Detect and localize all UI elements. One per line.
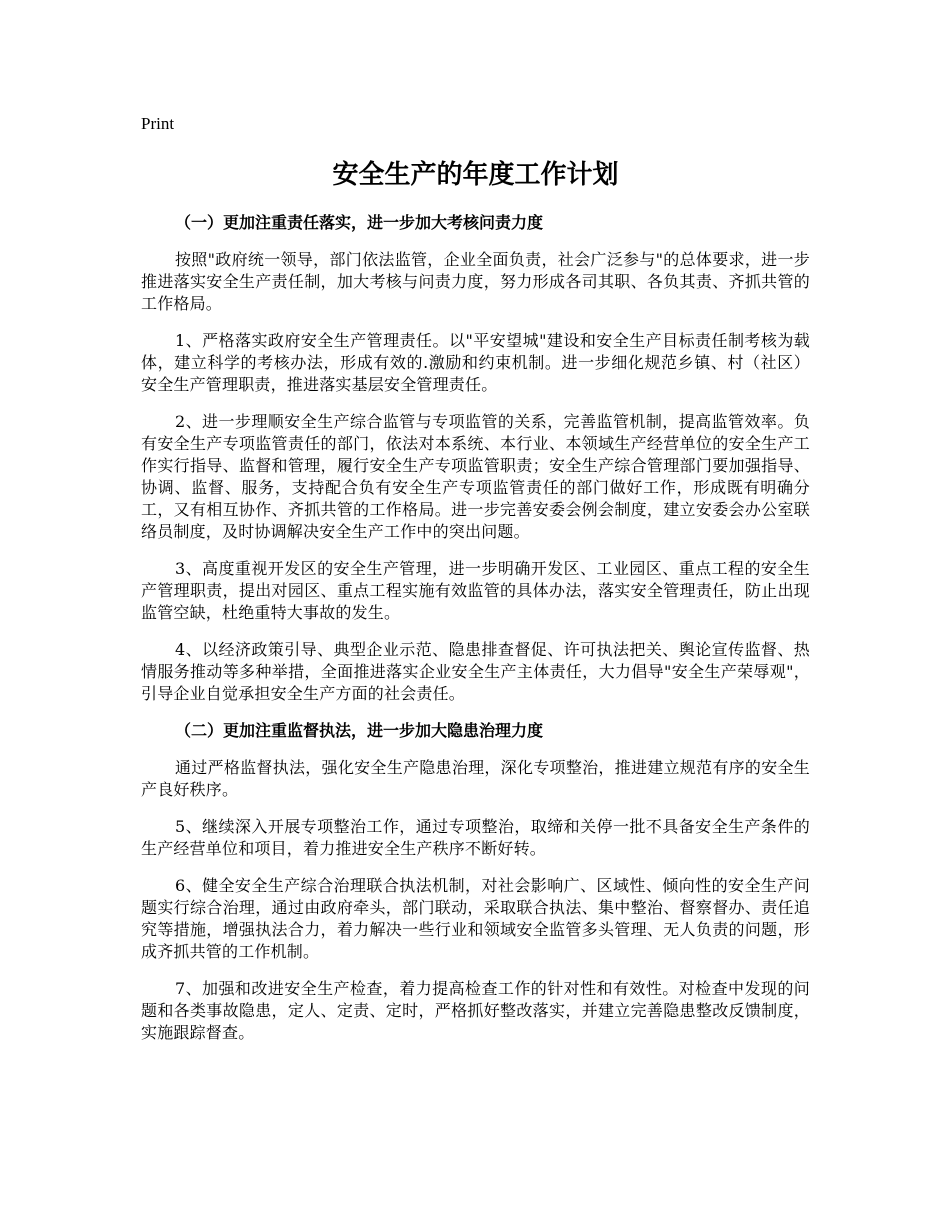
- document-body: [141, 212, 810, 1059]
- document-title: 安全生产的年度工作计划: [332, 160, 619, 190]
- paragraph: 按照"政府统一领导，部门依法监管，企业全面负责，社会广泛参与"的总体要求，进一步推进落实安全生产责任制，加大考核与问责力度，努力形成各司其职、各负其责、齐抓共管的工作格局。: [141, 250, 810, 313]
- section-2: [141, 720, 810, 1044]
- section-heading: （一）更加注重责任落实，进一步加大考核问责力度: [175, 213, 544, 232]
- paragraph: 通过严格监督执法，强化安全生产隐患治理，深化专项整治，推进建立规范有序的安全生产良好秩序。: [141, 758, 810, 799]
- paragraph: 4、以经济政策引导、典型企业示范、隐患排查督促、许可执法把关、舆论宣传监督、热情服务推动等多种举措，全面推进落实企业安全生产主体责任，大力倡导"安全生产荣辱观"，引导企业自觉承担安全生产方面的社会责任。: [141, 640, 810, 703]
- print-link[interactable]: Print: [141, 114, 175, 133]
- paragraph: 6、健全安全生产综合治理联合执法机制，对社会影响广、区域性、倾向性的安全生产问题实行综合治理，通过由政府牵头，部门联动，采取联合执法、集中整治、督察督办、责任追究等措施，增强执法合力，着力解决一些行业和领域安全监管多头管理、无人负责的问题，形成齐抓共管的工作机制。: [141, 876, 810, 961]
- paragraph: 5、继续深入开展专项整治工作，通过专项整治，取缔和关停一批不具备安全生产条件的生产经营单位和项目，着力推进安全生产秩序不断好转。: [141, 817, 810, 858]
- paragraph: 7、加强和改进安全生产检查，着力提高检查工作的针对性和有效性。对检查中发现的问题和各类事故隐患，定人、定责、定时，严格抓好整改落实，并建立完善隐患整改反馈制度，实施跟踪督查。: [141, 979, 810, 1042]
- paragraph: 3、高度重视开发区的安全生产管理，进一步明确开发区、工业园区、重点工程的安全生产管理职责，提出对园区、重点工程实施有效监管的具体办法，落实安全管理责任，防止出现监管空缺，杜绝重特大事故的发生。: [141, 559, 810, 622]
- paragraph: 2、进一步理顺安全生产综合监管与专项监管的关系，完善监管机制，提高监管效率。负有安全生产专项监管责任的部门，依法对本系统、本行业、本领域生产经营单位的安全生产工作实行指导、监督和管理，履行安全生产专项监管职责；安全生产综合管理部门要加强指导、协调、监督、服务，支持配合负有安全生产专项监管责任的部门做好工作，形成既有明确分工，又有相互协作、齐抓共管的工作格局。进一步完善安委会例会制度，建立安委会办公室联络员制度，及时协调解决安全生产工作中的突出问题。: [141, 412, 810, 541]
- section-1: [141, 212, 810, 705]
- paragraph: 1、严格落实政府安全生产管理责任。以"平安望城"建设和安全生产目标责任制考核为载体，建立科学的考核办法，形成有效的.激励和约束机制。进一步细化规范乡镇、村（社区）安全生产管理职责，推进落实基层安全管理责任。: [141, 331, 810, 394]
- section-heading: （二）更加注重监督执法，进一步加大隐患治理力度: [175, 721, 544, 740]
